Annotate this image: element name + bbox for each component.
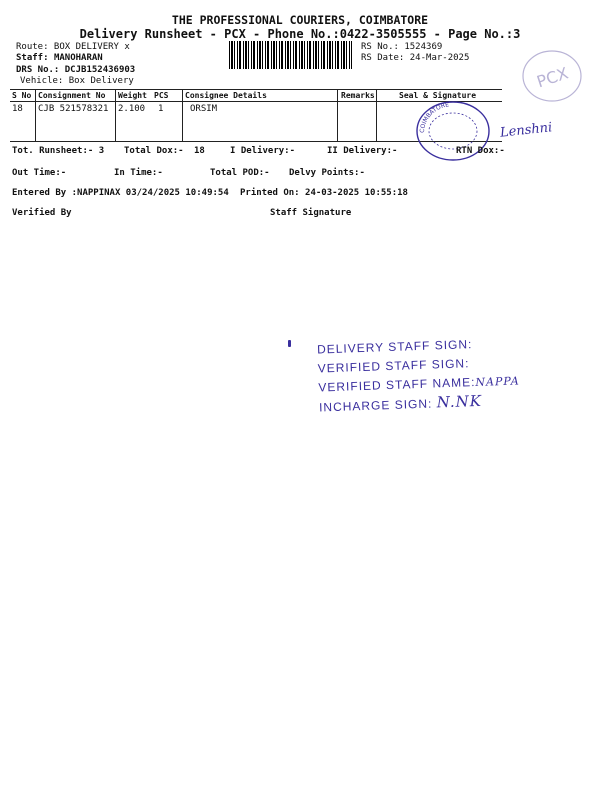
out-time: Out Time:- (12, 168, 67, 178)
col-header-consignee: Consignee Details (185, 91, 267, 100)
col-divider (182, 90, 183, 141)
barcode (229, 41, 352, 69)
delvy-points: Delvy Points:- (289, 168, 365, 178)
ink-mark (288, 340, 291, 347)
verified-by: Verified By (12, 208, 72, 218)
pcx-stamp (520, 48, 584, 104)
handwritten-name: NAPPA (475, 374, 520, 390)
route-text: Route: BOX DELIVERY x (16, 42, 130, 52)
col-divider (376, 90, 377, 141)
rtn-dox: RTN Dox:- (456, 146, 505, 156)
total-pod: Total POD:- (210, 168, 270, 178)
cell-consignee: ORSIM (190, 104, 218, 114)
table-top-rule (10, 89, 502, 90)
col-header-weight: Weight (118, 91, 147, 100)
col-header-seal: Seal & Signature (399, 91, 477, 100)
runsheet-title: Delivery Runsheet - PCX - Phone No.:0422-3505555 - Page No.:3 (79, 27, 521, 41)
total-dox-value: 18 (194, 146, 205, 156)
i-delivery: I Delivery:- (230, 146, 296, 156)
col-divider (337, 90, 338, 141)
stamp-line-verified-name: VERIFIED STAFF NAME:NAPPA (318, 374, 520, 395)
cell-sno: 18 (12, 104, 23, 114)
entered-by: Entered By :NAPPINAX 03/24/2025 10:49:54 (12, 188, 229, 198)
vehicle-text: Vehicle: Box Delivery (20, 76, 134, 86)
col-divider (35, 90, 36, 141)
in-time: In Time:- (114, 168, 163, 178)
rs-number: RS No.: 1524369 (361, 42, 443, 52)
stamp-line-incharge: INCHARGE SIGN: N.NK (318, 391, 483, 415)
tot-runsheet: Tot. Runsheet:- 3 (12, 146, 105, 156)
total-dox-label: Total Dox:- (124, 146, 184, 156)
col-header-consignment: Consignment No (38, 91, 106, 100)
pcx-stamp-text: PCX (534, 63, 571, 92)
seal-ring-text: COIMBATORE (418, 101, 450, 134)
company-title: THE PROFESSIONAL COURIERS, COIMBATORE (171, 13, 429, 27)
col-header-sno: S No (12, 91, 32, 100)
printed-on: Printed On: 24-03-2025 10:55:18 (240, 188, 408, 198)
handwritten-initials: N.NK (436, 391, 483, 412)
rs-date: RS Date: 24-Mar-2025 (361, 53, 470, 63)
cell-weight: 2.100 (118, 104, 146, 114)
signature-stamp (317, 334, 521, 417)
cell-pcs: 1 (158, 104, 164, 114)
handwritten-signature: Lenshni (499, 120, 553, 141)
staff-line (16, 53, 103, 63)
drs-number: DRS No.: DCJB152436903 (16, 65, 136, 75)
col-divider (115, 90, 116, 141)
col-header-pcs: PCS (154, 91, 169, 100)
staff-signature-label: Staff Signature (270, 208, 352, 218)
stamp-line-verified-sign: VERIFIED STAFF SIGN: (317, 356, 470, 376)
cell-consignment: CJB 521578321 (38, 104, 109, 114)
stamp-line-delivery: DELIVERY STAFF SIGN: (316, 337, 473, 357)
staff-label: Staff: (16, 53, 49, 63)
staff-name: MANOHARAN (53, 53, 103, 63)
col-header-remarks: Remarks (341, 91, 375, 100)
ii-delivery: II Delivery:- (327, 146, 398, 156)
